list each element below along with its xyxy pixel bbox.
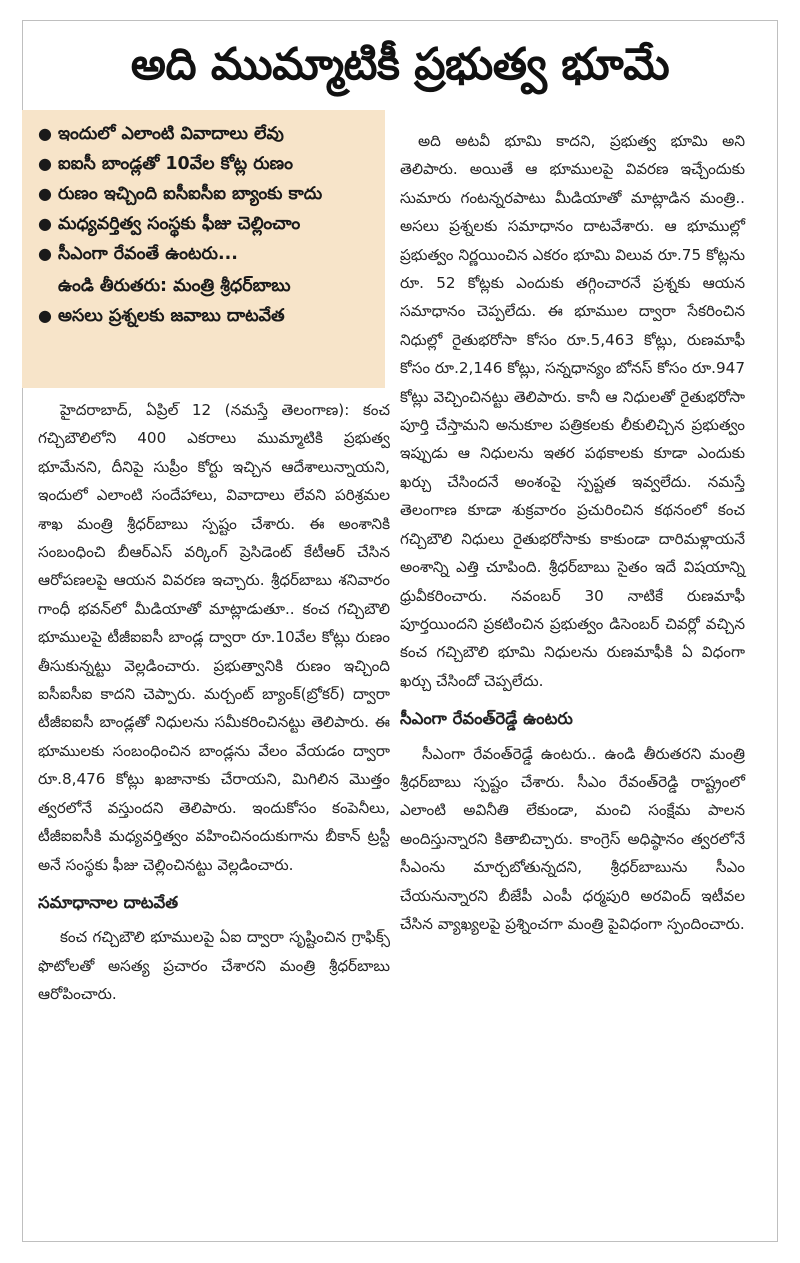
left-column bbox=[38, 396, 390, 1009]
highlights-box bbox=[22, 110, 385, 388]
highlight-text: అసలు ప్రశ్నలకు జవాబు దాటవేత bbox=[58, 306, 285, 326]
subheading: సీఎంగా రేవంత్‌రెడ్డే ఉంటరు bbox=[400, 709, 573, 729]
body-paragraph: అది అటవీ భూమి కాదని, ప్రభుత్వ భూమి అని తెలిపారు. అయితే ఆ భూములపై వివరణ ఇచ్చేందుకు సుమారు గంటన్నరపాటు మీడియాతో మాట్లాడిన మంత్రి.. అసలు ప్రశ్నలకు సమాధానం దాటవేశారు. ఆ భూముల్లో ప్రభుత్వం నిర్ణయించిన ఎకరం భూమి విలువ రూ.75 కోట్లను రూ. 52 కోట్లకు ఎందుకు తగ్గించారనే ప్రశ్నకు ఆయన సమాధానం చెప్పలేదు. ఈ భూముల ద్వారా సేకరించిన నిధుల్లో రైతుభరోసా కోసం రూ.5,463 కోట్లు, రుణమాఫీ కోసం రూ.2,146 కోట్లు, సన్నధాన్యం బోనస్ కోసం రూ.947 కోట్లు వెచ్చించినట్టు తెలిపారు. కానీ ఆ నిధులతో రైతుభరోసా పూర్తి చేస్తామని అనుకూల పత్రికలకు లీకులిచ్చిన ప్రభుత్వం ఇప్పుడు ఆ నిధులను ఇతర పథకాలకు కూడా ఎందుకు ఖర్చు చేసిందనే అంశంపై స్పష్టత ఇవ్వలేదు. నమస్తే తెలంగాణ కూడా శుక్రవారం ప్రచురించిన కథనంలో కంచ గచ్చిబౌలి నిధులు రైతుభరోసాకు కాకుండా దారిమళ్లాయనే అంశాన్ని ఎత్తి చూపింది. శ్రీధర్‌బాబు సైతం ఇదే విషయాన్ని ధ్రువీకరించారు. నవంబర్ 30 నాటికే రుణమాఫీ పూర్తయిందని ప్రకటించిన ప్రభుత్వం డిసెంబర్ చివర్లో వచ్చిన కంచ గచ్చిబౌలి భూమి నిధులను రుణమాఫీకి ఏ విధంగా ఖర్చు చేసిందో చెప్పలేదు. bbox=[400, 132, 745, 690]
bullet-icon: ● bbox=[38, 244, 52, 263]
highlight-text: సీఎంగా రేవంతే ఉంటరు... bbox=[58, 244, 238, 264]
bullet-icon: ● bbox=[38, 306, 52, 325]
body-paragraph: కంచ గచ్చిబౌలి భూములపై ఏఐ ద్వారా సృష్టించిన గ్రాఫిక్స్ ఫొటోలతో అసత్య ప్రచారం చేశారని మంత్రి శ్రీధర్‌బాబు ఆరోపించారు. bbox=[38, 928, 390, 1004]
highlights-list bbox=[38, 122, 375, 328]
highlight-item bbox=[38, 122, 375, 146]
highlight-item bbox=[38, 152, 375, 176]
headline: అది ముమ్మాటికీ ప్రభుత్వ భూమే bbox=[130, 39, 670, 90]
highlight-text: ఐఐసీ బాండ్లతో 10వేల కోట్ల రుణం bbox=[58, 154, 294, 174]
highlight-text: మధ్యవర్తిత్వ సంస్థకు ఫీజు చెల్లించాం bbox=[58, 214, 301, 234]
body-paragraph: సీఎంగా రేవంత్‌రెడ్డే ఉంటరు.. ఉండి తీరుతరని మంత్రి శ్రీధర్‌బాబు స్పష్టం చేశారు. సీఎం రేవంత్‌రెడ్డి రాష్ట్రంలో ఎలాంటి అవినీతి లేకుండా, మంచి సంక్షేమ పాలన అందిస్తున్నారని కితాబిచ్చారు. కాంగ్రెస్ అధిష్ఠానం త్వరలోనే సీఎంను మార్చబోతున్నదని, శ్రీధర్‌బాబును సీఎం చేయనున్నారని బీజేపీ ఎంపీ ధర్మపురి అరవింద్ ఇటీవల చేసిన వ్యాఖ్యలపై ప్రశ్నించగా మంత్రి పైవిధంగా స్పందించారు. bbox=[400, 744, 745, 933]
bullet-icon: ● bbox=[38, 124, 52, 143]
highlight-item bbox=[38, 304, 375, 328]
subheading: సమాధానాల దాటవేత bbox=[38, 892, 179, 912]
highlight-text-continued: ఉండి తీరుతరు: మంత్రి శ్రీధర్‌బాబు bbox=[58, 276, 291, 296]
body-paragraph: హైదరాబాద్, ఏప్రిల్ 12 (నమస్తే తెలంగాణ): కంచ గచ్చిబౌలిలోని 400 ఎకరాలు ముమ్మాటికి ప్రభుత్వ భూమేనని, దీనిపై సుప్రీం కోర్టు ఇచ్చిన ఆదేశాలున్నాయని, ఇందులో ఎలాంటి సందేహాలు, వివాదాలు లేవని పరిశ్రమల శాఖ మంత్రి శ్రీధర్‌బాబు స్పష్టం చేశారు. ఈ అంశానికి సంబంధించి బీఆర్‌ఎస్ వర్కింగ్ ప్రెసిడెంట్ కేటీఆర్ చేసిన ఆరోపణలపై ఆయన వివరణ ఇచ్చారు. శ్రీధర్‌బాబు శనివారం గాంధీ భవన్‌లో మీడియాతో మాట్లాడుతూ.. కంచ గచ్చిబౌలి భూములపై టీజీఐఐసీ బాండ్ల ద్వారా రూ.10వేల కోట్లు రుణం తీసుకున్నట్టు వెల్లడించారు. ప్రభుత్వానికి రుణం ఇచ్చింది ఐసీఐసీఐ కాదని చెప్పారు. మర్చంట్ బ్యాంక్(బ్రోకర్) ద్వారా టీజీఐఐసీ బాండ్లతో నిధులను సమీకరించినట్టు తెలిపారు. ఈ భూములకు సంబంధించిన బాండ్లను వేలం వేయడం ద్వారా రూ.8,476 కోట్లు ఖజానాకు చేరాయని, మిగిలిన మొత్తం త్వరలోనే వస్తుందని తెలిపారు. ఇందుకోసం కంపెనీలు, టీజీఐఐసీకి మధ్యవర్తిత్వం వహించినందుకుగాను బీకాన్ ట్రస్టీ అనే సంస్థకు ఫీజు చెల్లించినట్టు వెల్లడించారు. bbox=[38, 401, 390, 874]
bullet-icon: ● bbox=[38, 154, 52, 173]
right-column bbox=[400, 127, 745, 938]
highlight-text: ఇందులో ఎలాంటి వివాదాలు లేవు bbox=[58, 124, 284, 144]
bullet-icon: ● bbox=[38, 214, 52, 233]
highlight-text: రుణం ఇచ్చింది ఐసీఐసీఐ బ్యాంకు కాదు bbox=[58, 184, 323, 204]
highlight-item bbox=[38, 212, 375, 236]
bullet-icon: ● bbox=[38, 184, 52, 203]
highlight-item bbox=[38, 242, 375, 298]
highlight-item bbox=[38, 182, 375, 206]
